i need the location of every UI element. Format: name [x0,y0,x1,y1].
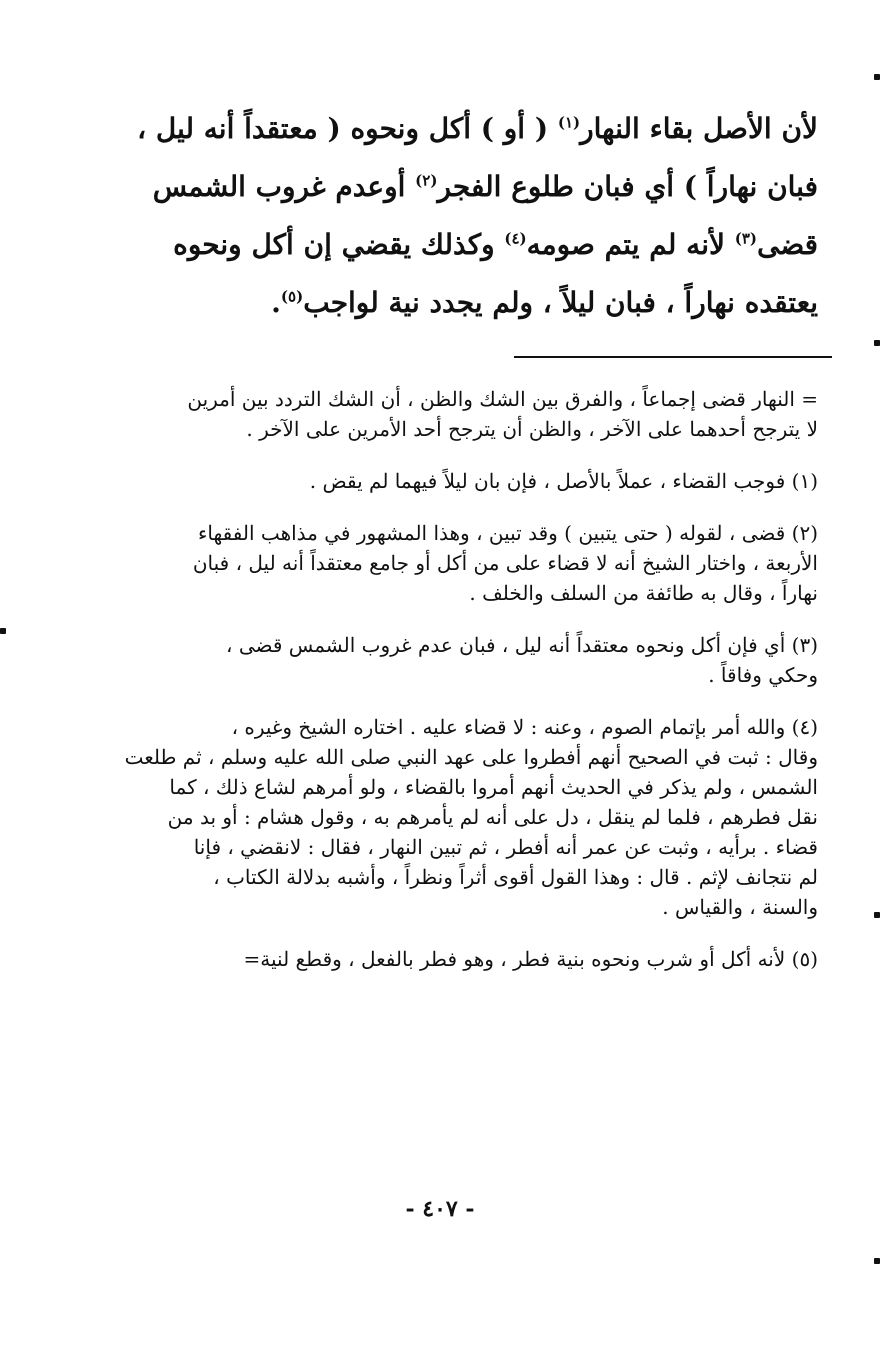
footnote-ref-3[interactable]: (٣) [734,229,757,248]
main-text-line-2: فبان نهاراً ) أي فبان طلوع الفجر$^{(٢)}$ أوعدم غروب الشمس [152,170,818,203]
footnote-line: والسنة ، والقياس . [662,895,818,919]
footnote-separator [514,356,832,358]
main-text-line-1: لأن الأصل بقاء النهار$^{(١)}$ ( أو ) أكل ونحوه ( معتقداً أنه ليل ، [137,112,818,145]
footnote-ref-2[interactable]: (٢) [415,171,438,190]
footnote-ref-4[interactable]: (٤) [504,229,527,248]
footnote-line: قضاء . برأيه ، وثبت عن عمر أنه أفطر ، ثم تبين النهار ، فقال : لانقضي ، فإنا [193,835,818,859]
footnote-continuation [93,384,818,444]
footnote-5 [93,944,818,974]
footnote-line: وحكي وفاقاً . [708,663,818,687]
footnote-ref-5[interactable]: (٥) [280,287,304,306]
margin-mark [874,912,880,918]
footnote-line: (٥) لأنه أكل أو شرب ونحوه بنية فطر ، وهو فطر بالفعل ، وقطع لنية= [243,947,818,971]
margin-mark [0,628,6,634]
margin-mark [874,340,880,346]
margin-mark [874,1258,880,1264]
footnote-3 [93,630,818,690]
margin-mark [874,74,880,80]
footnote-line: الأربعة ، واختار الشيخ أنه لا قضاء على من أكل أو جامع معتقداً أنه ليل ، فبان [192,551,818,575]
main-text-block [98,100,818,332]
footnote-line: (١) فوجب القضاء ، عملاً بالأصل ، فإن بان ليلاً فيهما لم يقض . [309,469,818,493]
footnote-1 [93,466,818,496]
footnote-line: وقال : ثبت في الصحيح أنهم أفطروا على عهد النبي صلى الله عليه وسلم ، ثم طلعت [124,745,818,769]
footnote-line: (٢) قضى ، لقوله ( حتى يتبين ) وقد تبين ، وهذا المشهور في مذاهب الفقهاء [197,521,818,545]
footnote-line: = النهار قضى إجماعاً ، والفرق بين الشك والظن ، أن الشك التردد بين أمرين [187,387,818,411]
footnote-4 [93,712,818,922]
footnote-line: الشمس ، ولم يذكر في الحديث أنهم أمروا بالقضاء ، ولو أمرهم لشاع ذلك ، كما [169,775,818,799]
footnote-line: (٣) أي فإن أكل ونحوه معتقداً أنه ليل ، فبان عدم غروب الشمس قضى ، [226,633,818,657]
footnote-ref-1[interactable]: (١) [557,113,581,132]
main-text-line-3: قضى$^{(٣)}$ لأنه لم يتم صومه$^{(٤)}$ وكذلك يقضي إن أكل ونحوه [173,228,818,261]
footnote-line: نهاراً ، وقال به طائفة من السلف والخلف . [469,581,818,605]
footnote-line: لا يترجح أحدهما على الآخر ، والظن أن يترجح أحد الأمرين على الآخر . [246,417,818,441]
footnote-line: نقل فطرهم ، فلما لم ينقل ، دل على أنه لم يأمرهم به ، وقول هشام : أو بد من [167,805,818,829]
main-text-line-4: يعتقده نهاراً ، فبان ليلاً ، ولم يجدد نية لواجب$^{(٥)}$. [271,286,818,319]
footnote-line: (٤) والله أمر بإتمام الصوم ، وعنه : لا قضاء عليه . اختاره الشيخ وغيره ، [231,715,818,739]
page-number: - ٤٠٧ - [405,1196,475,1222]
footnotes-section [93,384,818,996]
footnote-2 [93,518,818,608]
footnote-line: لم نتجانف لإثم . قال : وهذا القول أقوى أثراً ونظراً ، وأشبه بدلالة الكتاب ، [213,865,818,889]
